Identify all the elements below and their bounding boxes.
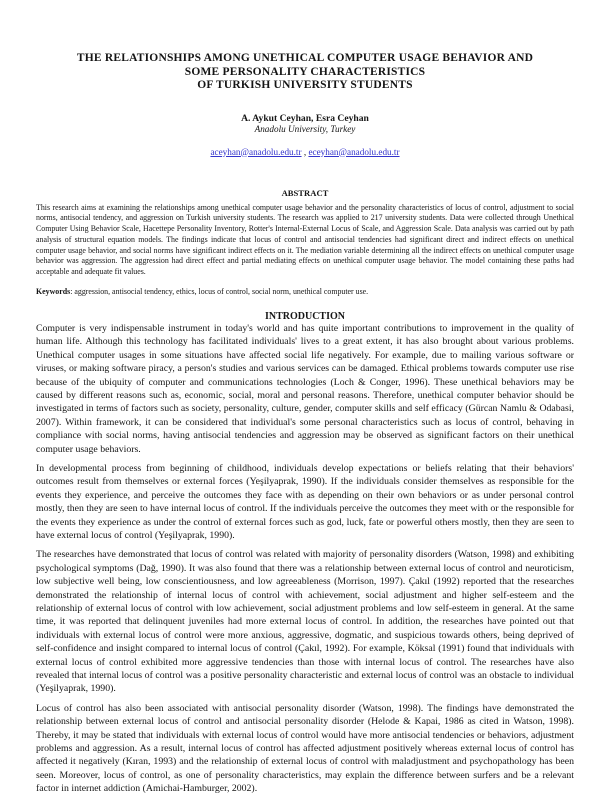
paper-title-line-1: THE RELATIONSHIPS AMONG UNETHICAL COMPUTER USAGE BEHAVIOR AND <box>76 52 534 64</box>
emails-line <box>36 147 574 157</box>
email-link-author2[interactable]: eceyhan@anadolu.edu.tr <box>308 146 400 157</box>
introduction-paragraph-3: The researches have demonstrated that locus of control was related with majority of personality disorders (Watson, 1998) and exhibiting psychological symptoms (Dağ, 1990). It was also found that there was a relationship between external locus of control and neuroticism, low subjective well being, low conscientiousness, and low agreeableness (Morrison, 1997). Çakıl (1992) reported that the researches demonstrated the relationship of internal locus of control with achievement, social adjustment and higher self-esteem and the relationship of external locus of control with low achievement, social adjustment problems and low self-esteem in general. At the same time, it was reported that delinquent juveniles had more external locus of control. In addition, the researches have pointed out that individuals with external locus of control were more anxious, aggressive, dogmatic, and suspicious towards others, being deprived of self-confidence and insight compared to internal locus of control (Çakıl, 1992). For example, Köksal (1991) found that individuals with external locus of control exhibited more aggressive tendencies than those with internal locus of control. The researches have also revealed that internal locus of control was a positive personality characteristic and external locus of control was an obstacle to individual (Yeşilyaprak, 1990). <box>36 549 574 695</box>
authors-block <box>36 113 574 135</box>
email-link-author1[interactable]: aceyhan@anadolu.edu.tr <box>210 146 302 157</box>
introduction-heading: INTRODUCTION <box>264 310 345 322</box>
introduction-paragraph-2: In developmental process from beginning of childhood, individuals develop expectations or beliefs relating that their behaviors' outcomes result from themselves or external forces (Yeşilyaprak, 1990). If the individuals consider themselves as responsible for the events they experience, and perceive the outcomes they face with as depending on their own behaviors or as under personal control mostly, then they are seen to have internal locus of control. If the individuals perceive the outcomes they meet with or the responsible for the events they experience as under the control of external forces such as god, luck, fate or powerful others mostly, then they are seen to have external locus of control (Yeşilyaprak, 1990). <box>36 462 574 541</box>
affiliation-line: Anadolu University, Turkey <box>254 123 356 134</box>
abstract-heading: ABSTRACT <box>281 187 329 198</box>
paper-title-line-3: OF TURKISH UNIVERSITY STUDENTS <box>197 79 413 91</box>
paper-title-line-2: SOME PERSONALITY CHARACTERISTICS <box>184 65 426 78</box>
email-separator: , <box>301 146 309 157</box>
paper-title <box>36 52 574 93</box>
authors-line: A. Aykut Ceyhan, Esra Ceyhan <box>241 112 369 124</box>
keywords-line <box>36 287 574 298</box>
introduction-paragraph-1: Computer is very indispensable instrument in today's world and has quite important contributions to improvement in the quality of human life. Although this technology has facilitated individuals' lives to a great extent, it has also brought about various problems. Unethical computer usages in some situations have affected social life negatively. For example, due to mailing various software or viruses, or making software piracy, a person's studies and various services can be damaged. Ethical problems towards computer use rise because of the ubiquity of computer and communications technologies (Loch & Conger, 1996). These unethical behaviors may be caused by different reasons such as, economic, social, moral and personal reasons. Therefore, unethical computer behavior should be investigated in terms of factors such as society, personality, culture, gender, computer skills and self efficacy (Gürcan Namlu & Odabasi, 2007). Within framework, it can be considered that individual's some personal characteristics such as locus of control, behaving in compliance with social norms, having antisocial tendencies and aggression may be observed as significant factors on their unethical computer usage behaviors. <box>36 322 574 455</box>
keywords-text: : aggression, antisocial tendency, ethics, locus of control, social norm, unethical computer use. <box>70 287 369 297</box>
introduction-paragraph-4: Locus of control has also been associated with antisocial personality disorder (Watson, 1998). The findings have demonstrated the relationship between external locus of control and antisocial personality disorder (Helode & Kapai, 1986 as cited in Watson, 1998). Thereby, it may be stated that individuals with external locus of control would have more antisocial tendencies or behaviors, adjustment problems and aggression. As a result, internal locus of control has affected adjustment positively whereas external locus of control has affected it negatively (Kıran, 1993) and the relationship of external locus of control with maladjustment and psychopathology has been seen. Moreover, locus of control, as one of personality characteristics, may explain the difference between surfers and be a relevant factor in internet addiction (Amichai-Hamburger, 2002). <box>36 702 574 795</box>
keywords-label: Keywords <box>36 287 71 297</box>
abstract-text: This research aims at examining the relationships among unethical computer usage behavior and the personality characteristics of locus of control, adjustment to social norms, antisocial tendency, and aggression on Turkish university students. The research was applied to 217 university students. Data were collected through Unethical Computer Using Behavior Scale, Hacettepe Personality Inventory, Rotter's Internal-External Locus of Scale, and Aggression Scale. Data analysis was carried out by path analysis of structural equation models. The findings indicate that locus of control and antisocial tendencies had significant direct and indirect effects on unethical computer usage behavior, and social norms have significant indirect effects on it. The mediation variable determining all the indirect effects on unethical computer usage behavior was aggression. The aggression had direct effect and partial mediating effects on unethical computer usage behavior. The model containing these paths had acceptable and adequate fit values. <box>36 202 574 277</box>
